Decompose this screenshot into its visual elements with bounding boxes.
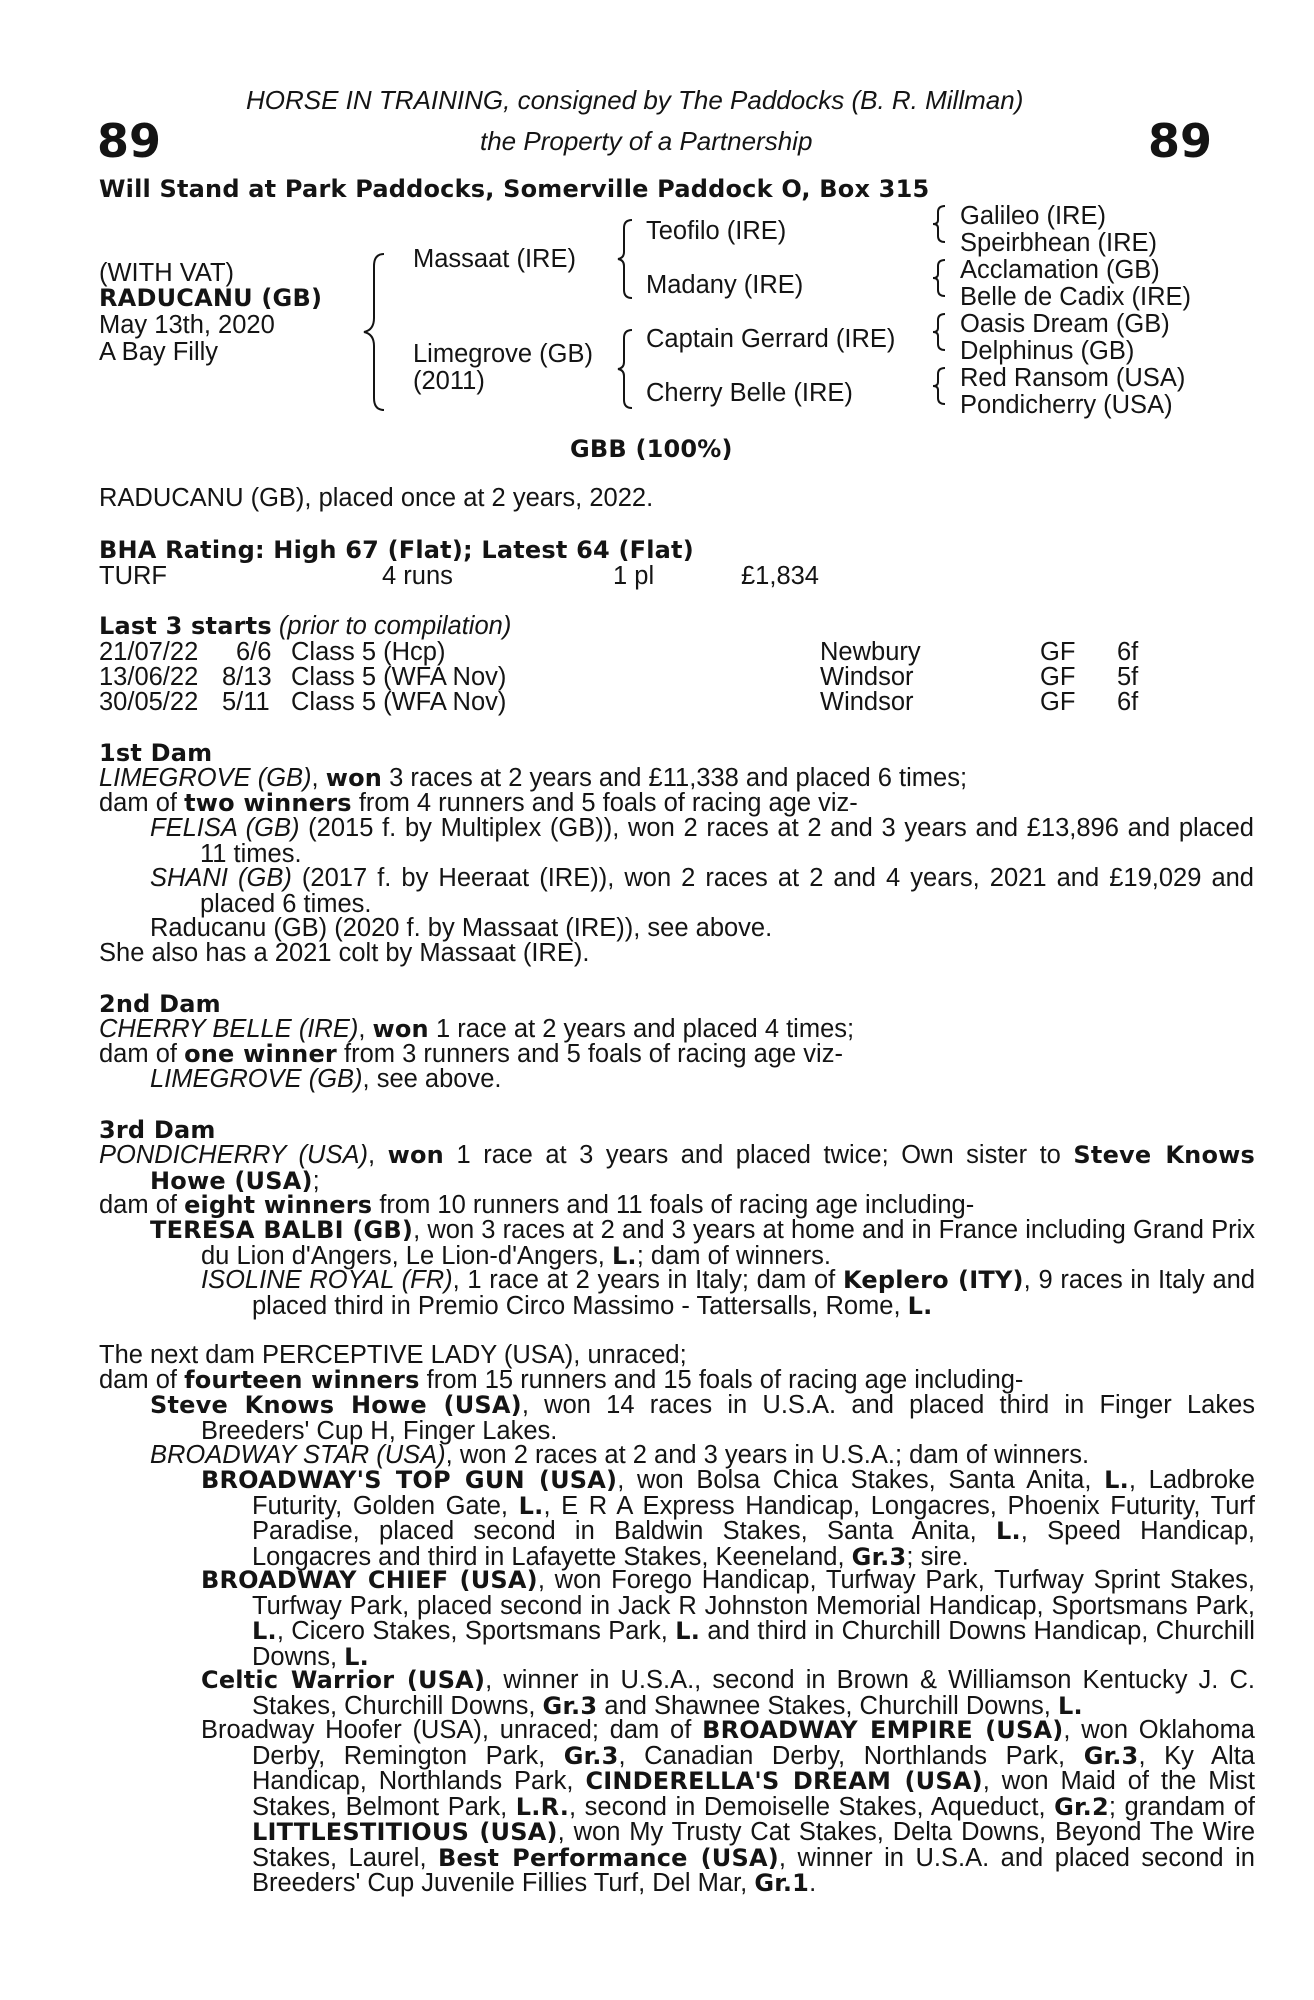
produce-record: , won Forego Handicap, Turfway Park, Turfway Sprint Stakes, Turfway Park, placed second in Jack R Johnston Memorial Handicap, Sportsmans Park, (252, 1566, 1255, 1620)
pedigree-sire-dam: Madany (IRE) (646, 271, 804, 299)
produce-note: She also has a 2021 colt by Massaat (IRE). (99, 939, 590, 967)
dam-name: LIMEGROVE (GB) (99, 764, 312, 792)
rating-runs: 4 runs (382, 562, 453, 590)
first-dam-heading: 1st Dam (99, 739, 213, 767)
produce-record: , see above. (362, 1065, 502, 1093)
pedigree-brace-sire (620, 218, 640, 300)
runners-foals: from 10 runners and 11 foals of racing age including- (379, 1191, 975, 1219)
winners-count: one winner (184, 1040, 337, 1068)
pedigree-brace-g3 (933, 312, 949, 352)
grand-produce-name: CINDERELLA'S DREAM (USA) (585, 1767, 983, 1795)
first-dam-line1: LIMEGROVE (GB), won 3 races at 2 years and £11,338 and placed 6 times; (99, 764, 968, 792)
produce-record: , 1 race at 2 years in Italy; dam of (452, 1266, 836, 1294)
pedigree-gen3-5: Oasis Dream (GB) (960, 310, 1170, 338)
pedigree-dam-sire: Captain Gerrard (IRE) (646, 325, 896, 353)
produce-name: Celtic Warrior (USA) (201, 1666, 486, 1694)
produce-record: ; grandam of (1108, 1792, 1255, 1821)
start-distance: 6f (1117, 688, 1139, 716)
produce-record: , won My Trusty Cat Stakes, Delta Downs, Beyond The Wire Stakes, Laurel, (252, 1818, 1255, 1872)
rating-surface: TURF (99, 562, 167, 590)
third-dam-line2 (99, 1193, 974, 1219)
pedigree-dam: Limegrove (GB) (413, 340, 593, 368)
runners-foals: from 3 runners and 5 foals of racing age viz- (344, 1040, 843, 1068)
grade-label: Gr.3 (542, 1691, 598, 1720)
last-starts-title: Last 3 starts (99, 612, 272, 640)
produce-record: , E R A Express Handicap, Longacres, Phoenix Futurity, Turf Paradise, placed second in Baldwin Stakes, Santa Anita, (252, 1491, 1255, 1545)
runners-foals: from 4 runners and 5 foals of racing age viz- (358, 789, 858, 817)
start-date: 30/05/22 (99, 688, 199, 716)
produce-name: BROADWAY STAR (USA) (150, 1441, 446, 1469)
start-class: Class 5 (WFA Nov) (291, 688, 507, 716)
produce-broadway-hoofer: Broadway Hoofer (USA), unraced; dam of BROADWAY EMPIRE (USA), won Oklahoma Derby, Remington Park, Gr.3, Canadian Derby, Northlands Park, Gr.3, Ky Alta Handicap, Northlands Park, CINDERELLA'S DREAM (USA), won Maid of the Mist Stakes, Belmont Park, L.R., second in Demoiselle Stakes, Aqueduct, Gr.2; grandam of LITTLESTITIOUS (USA), won My Trusty Cat Stakes, Delta Downs, Beyond The Wire Stakes, Laurel, Best Performance (USA), winner in U.S.A. and placed second in Breeders' Cup Juvenile Fillies Turf, Del Mar, Gr.1. (201, 1716, 1256, 1897)
listed-label: L. (252, 1617, 277, 1645)
produce-record: , Canadian Derby, Northlands Park, (618, 1741, 1066, 1770)
start-course: Windsor (820, 663, 914, 691)
horse-name: RADUCANU (GB) (99, 284, 323, 312)
produce-record: , won 2 races at 2 and 3 years in U.S.A.; dam of winners. (445, 1441, 1090, 1469)
start-position: 6/6 (236, 638, 272, 666)
listed-label: L. (344, 1642, 369, 1671)
dam-name: CHERRY BELLE (IRE) (99, 1015, 359, 1043)
pedigree-dam-dam: Cherry Belle (IRE) (646, 379, 853, 407)
second-dam-line2 (99, 1042, 843, 1068)
produce-tail: ; dam of winners. (636, 1241, 831, 1270)
foaling-date: May 13th, 2020 (99, 311, 275, 339)
produce-name: BROADWAY CHIEF (USA) (201, 1566, 538, 1594)
produce-record: , Cicero Stakes, Sportsmans Park, (276, 1617, 668, 1645)
winners-count: fourteen winners (184, 1366, 420, 1394)
produce-name: BROADWAY'S TOP GUN (USA) (201, 1466, 618, 1494)
lot-number-right: 89 (1148, 114, 1213, 168)
grade-label: Gr.3 (563, 1741, 619, 1770)
start-date: 13/06/22 (99, 663, 199, 691)
won-label: won (372, 1015, 429, 1043)
produce-teresa-balbi (150, 1218, 1255, 1269)
first-dam-line2 (99, 791, 858, 817)
pedigree-brace-main (372, 252, 402, 412)
produce-steve-knows-howe (150, 1393, 1255, 1444)
dam-of-label: dam of (99, 1040, 177, 1068)
grand-produce-name: LITTLESTITIOUS (USA) (252, 1818, 558, 1846)
produce-record: , Speed Handicap, Longacres and third in Lafayette Stakes, Keeneland, (252, 1517, 1255, 1571)
produce-raducanu: Raducanu (GB) (2020 f. by Massaat (IRE)), see above. (150, 914, 773, 942)
grade-label: Gr.2 (1054, 1792, 1109, 1821)
produce-record: and third in Churchill Downs Handicap, Churchill Downs, (252, 1617, 1255, 1671)
pedigree-brace-dam (620, 328, 640, 410)
pedigree-gen3-4: Belle de Cadix (IRE) (960, 283, 1192, 311)
produce-broadways-top-gun (201, 1468, 1255, 1570)
won-label: won (325, 764, 383, 792)
dam-record: 1 race at 2 years and placed 4 times; (435, 1015, 855, 1043)
produce-record: , won Oklahoma Derby, Remington Park, (252, 1716, 1255, 1770)
produce-record-2: , 9 races in Italy and placed third in Premio Circo Massimo - Tattersalls, Rome, (252, 1266, 1255, 1320)
pedigree-gen3-3: Acclamation (GB) (960, 256, 1160, 284)
listed-label: L. (675, 1617, 701, 1645)
produce-record: (2017 f. by Heeraat (IRE)), won 2 races at 2 and 4 years, 2021 and £19,029 and placed 6 times. (200, 864, 1254, 918)
produce-record: , second in Demoiselle Stakes, Aqueduct, (569, 1792, 1046, 1821)
start-distance: 6f (1117, 638, 1139, 666)
start-class: Class 5 (WFA Nov) (291, 663, 507, 691)
pedigree-gen3-6: Delphinus (GB) (960, 337, 1135, 365)
winners-count: two winners (184, 789, 352, 817)
pedigree-sire: Massaat (IRE) (413, 245, 576, 273)
runners-foals: from 15 runners and 15 foals of racing age including- (426, 1366, 1024, 1394)
produce-record: , won 3 races at 2 and 3 years at home and in France including Grand Prix du Lion d'Angers, Le Lion-d'Angers, (201, 1216, 1255, 1270)
lot-number-left: 89 (97, 114, 162, 168)
grand-produce-name: Keplero (ITY) (842, 1266, 1024, 1294)
grade-label: Gr.3 (851, 1542, 907, 1571)
won-label: won (387, 1141, 444, 1169)
produce-shani (150, 866, 1254, 917)
produce-name: ISOLINE ROYAL (FR) (201, 1266, 453, 1294)
pedigree-gen3-7: Red Ransom (USA) (960, 364, 1186, 392)
header-line1: HORSE IN TRAINING, consigned by The Paddocks (B. R. Millman) (246, 85, 1024, 115)
related-horse: Steve Knows Howe (USA) (150, 1141, 1255, 1195)
start-distance: 5f (1117, 663, 1139, 691)
last-starts-note: (prior to compilation) (278, 612, 512, 640)
bha-rating: BHA Rating: High 67 (Flat); Latest 64 (Flat) (99, 536, 694, 564)
grade-label: Gr.3 (1083, 1741, 1139, 1770)
horse-description: A Bay Filly (99, 338, 219, 366)
third-dam-line1: PONDICHERRY (USA), won 1 race at 3 years and placed twice; Own sister to Steve Knows Howe (USA); (99, 1141, 1255, 1195)
produce-record: Broadway Hoofer (USA), unraced; dam of (201, 1716, 692, 1744)
start-row (0, 690, 1314, 716)
produce-celtic-warrior (201, 1668, 1255, 1719)
start-course: Windsor (820, 688, 914, 716)
listed-label: L.R. (515, 1792, 570, 1821)
produce-record: and Shawnee Stakes, Churchill Downs, (604, 1691, 1051, 1720)
rating-placed: 1 pl (613, 562, 655, 590)
start-going: GF (1040, 663, 1076, 691)
second-dam-line1: CHERRY BELLE (IRE), won 1 race at 2 years and placed 4 times; (99, 1015, 855, 1043)
produce-record: (2015 f. by Multiplex (GB)), won 2 races at 2 and 3 years and £13,896 and placed 11 times. (200, 814, 1254, 868)
rating-prize: £1,834 (741, 562, 819, 590)
produce-name: TERESA BALBI (GB) (150, 1216, 414, 1244)
stand-location: Will Stand at Park Paddocks, Somerville Paddock O, Box 315 (99, 175, 930, 203)
start-class: Class 5 (Hcp) (291, 638, 446, 666)
dam-name: PONDICHERRY (USA) (99, 1141, 368, 1169)
pedigree-gen3-8: Pondicherry (USA) (960, 391, 1173, 419)
dam-of-label: dam of (99, 789, 177, 817)
produce-record: , winner in U.S.A., second in Brown & Williamson Kentucky J. C. Stakes, Churchill Downs, (252, 1666, 1255, 1720)
next-dam-line2 (99, 1368, 1023, 1394)
produce-name: SHANI (GB) (150, 864, 292, 892)
pedigree-brace-g1 (933, 204, 949, 244)
third-dam-heading: 3rd Dam (99, 1116, 216, 1144)
last-starts-heading (99, 614, 511, 640)
dam-record: 1 race at 3 years and placed twice; Own sister to (456, 1141, 1061, 1169)
produce-name: FELISA (GB) (150, 814, 300, 842)
start-date: 21/07/22 (99, 638, 199, 666)
produce-record: , won Bolsa Chica Stakes, Santa Anita, (617, 1466, 1092, 1494)
gbb-percentage: GBB (100%) (570, 435, 733, 463)
produce-record: , Ky Alta Handicap, Northlands Park, (252, 1741, 1255, 1795)
grand-produce-name: BROADWAY EMPIRE (USA) (702, 1716, 1064, 1744)
produce-felisa (150, 816, 1254, 867)
start-position: 8/13 (222, 663, 272, 691)
pedigree-brace-g2 (933, 258, 949, 298)
start-going: GF (1040, 688, 1076, 716)
start-course: Newbury (820, 638, 921, 666)
dam-record: 3 races at 2 years and £11,338 and placed 6 times; (389, 764, 968, 792)
listed-label: L. (1104, 1466, 1129, 1494)
produce-record: , Ladbroke Futurity, Golden Gate, (252, 1466, 1255, 1520)
dam-of-label: dam of (99, 1191, 177, 1219)
listed-label: L. (907, 1291, 933, 1320)
next-dam-line1: The next dam PERCEPTIVE LADY (USA), unraced; (99, 1341, 687, 1369)
pedigree-gen3-1: Galileo (IRE) (960, 202, 1106, 230)
produce-name: Steve Knows Howe (USA) (150, 1391, 522, 1419)
produce-record: , won Maid of the Mist Stakes, Belmont Park, (252, 1767, 1256, 1821)
produce-isoline-royal (201, 1268, 1255, 1319)
pedigree-brace-g4 (933, 366, 949, 406)
racing-summary: RADUCANU (GB), placed once at 2 years, 2022. (99, 484, 654, 512)
pedigree-sire-sire: Teofilo (IRE) (646, 217, 787, 245)
second-dam-heading: 2nd Dam (99, 990, 221, 1018)
vat-note: (WITH VAT) (99, 259, 235, 287)
winners-count: eight winners (184, 1191, 373, 1219)
header-line2: the Property of a Partnership (480, 126, 813, 156)
start-position: 5/11 (222, 688, 270, 716)
produce-record: , winner in U.S.A. and placed second in Breeders' Cup Juvenile Fillies Turf, Del Mar, (252, 1843, 1255, 1897)
dam-of-label: dam of (99, 1366, 177, 1394)
pedigree-dam-year: (2011) (413, 367, 485, 395)
produce-record: ; sire. (906, 1542, 969, 1571)
grand-produce-name: Best Performance (USA) (438, 1843, 779, 1872)
listed-label: L. (518, 1491, 544, 1520)
listed-label: L. (611, 1241, 637, 1270)
second-dam-produce (150, 1067, 501, 1093)
produce-broadway-star (150, 1443, 1089, 1469)
listed-label: L. (1057, 1691, 1083, 1720)
listed-label: L. (995, 1517, 1021, 1545)
grade-label: Gr.1 (754, 1869, 810, 1897)
pedigree-gen3-2: Speirbhean (IRE) (960, 229, 1158, 257)
start-going: GF (1040, 638, 1076, 666)
produce-name: LIMEGROVE (GB) (150, 1065, 363, 1093)
produce-broadway-chief (201, 1568, 1255, 1670)
produce-record: , won 14 races in U.S.A. and placed third in Finger Lakes Breeders' Cup H, Finger Lakes. (201, 1391, 1255, 1445)
